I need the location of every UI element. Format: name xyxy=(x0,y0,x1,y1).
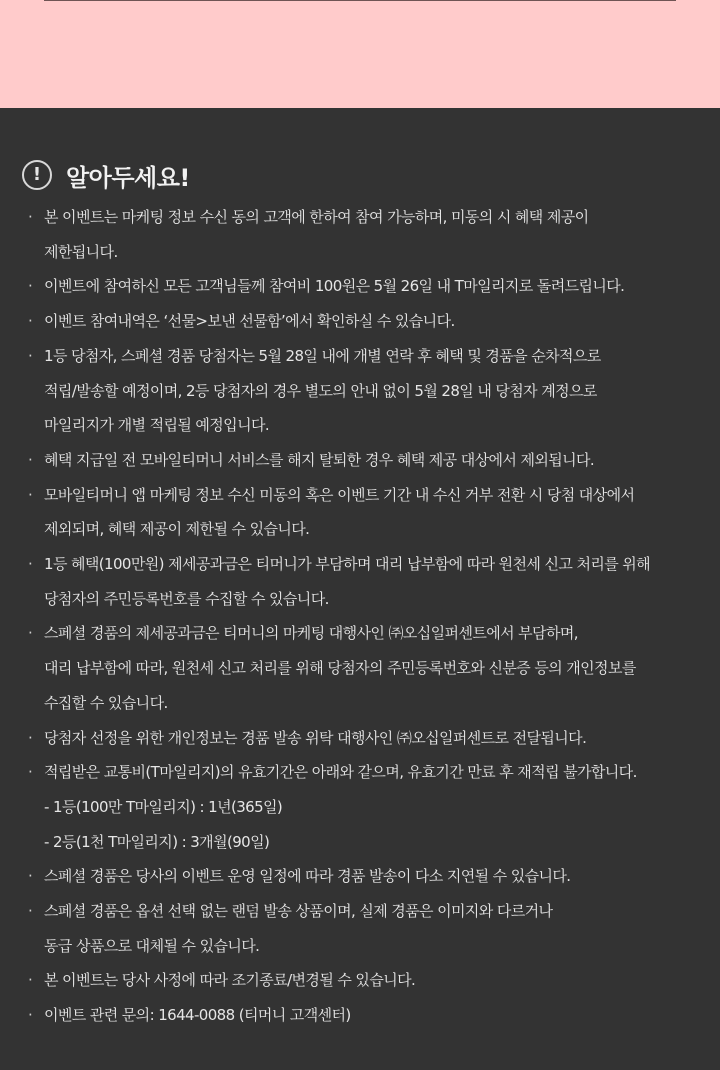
bullet-dot-icon: · xyxy=(28,450,33,469)
notice-item-text xyxy=(44,998,696,1033)
notice-line: 당첨자 선정을 위한 개인정보는 경품 발송 위탁 대행사인 ㈜오십일퍼센트로 전달됩니다. xyxy=(44,728,587,747)
notice-item-text xyxy=(44,859,696,894)
notice-item-text xyxy=(44,547,696,616)
bullet-dot-icon: · xyxy=(28,902,33,921)
notice-item xyxy=(28,963,696,998)
notice-line: 대리 납부함에 따라, 원천세 신고 처리를 위해 당첨자의 주민등록번호와 신분증 등의 개인정보를 xyxy=(44,659,636,678)
notice-line: 이벤트 관련 문의: 1644-0088 (티머니 고객센터) xyxy=(44,1006,351,1025)
notice-item xyxy=(28,998,696,1033)
exclamation-circle-icon: ! xyxy=(22,160,52,190)
bullet-dot-icon: · xyxy=(28,971,33,990)
notice-item-text xyxy=(44,616,696,720)
bullet-dot-icon: · xyxy=(28,277,33,296)
notice-section xyxy=(0,108,720,1070)
notice-line: 당첨자의 주민등록번호를 수집할 수 있습니다. xyxy=(44,589,329,608)
notice-line: 본 이벤트는 마케팅 정보 수신 동의 고객에 한하여 참여 가능하며, 미동의 시 혜택 제공이 xyxy=(44,208,589,226)
bullet-dot-icon: · xyxy=(28,624,33,643)
bullet-dot-icon: · xyxy=(28,346,33,365)
notice-item-text xyxy=(44,478,696,547)
notice-item-text xyxy=(44,304,696,339)
notice-line: 1등 혜택(100만원) 제세공과금은 티머니가 부담하며 대리 납부함에 따라 원천세 신고 처리를 위해 xyxy=(44,555,651,574)
notice-item xyxy=(28,443,696,478)
notice-item-text xyxy=(44,963,696,998)
notice-line: 스페셜 경품은 당사의 이벤트 운영 일정에 따라 경품 발송이 다소 지연될 수 있습니다. xyxy=(44,867,571,886)
notice-item-text xyxy=(44,894,696,963)
bullet-dot-icon: · xyxy=(28,728,33,747)
notice-line: 스페셜 경품은 옵션 선택 없는 랜덤 발송 상품이며, 실제 경품은 이미지와 다르거나 xyxy=(44,902,553,921)
bullet-dot-icon: · xyxy=(28,208,33,226)
notice-item xyxy=(28,616,696,720)
event-banner-bottom xyxy=(0,0,720,108)
notice-item-text xyxy=(44,200,696,269)
notice-line: 혜택 지급일 전 모바일티머니 서비스를 해지 탈퇴한 경우 혜택 제공 대상에서 제외됩니다. xyxy=(44,450,595,469)
notice-item xyxy=(28,269,696,304)
notice-line: 스페셜 경품의 제세공과금은 티머니의 마케팅 대행사인 ㈜오십일퍼센트에서 부담하며, xyxy=(44,624,578,643)
notice-line: 제외되며, 혜택 제공이 제한될 수 있습니다. xyxy=(44,520,310,539)
notice-item xyxy=(28,339,696,443)
notice-line: - 2등(1천 T마일리지) : 3개월(90일) xyxy=(44,832,270,851)
notice-line: 제한됩니다. xyxy=(44,242,118,261)
notice-item-text xyxy=(44,721,696,756)
notice-item xyxy=(28,304,696,339)
notice-item xyxy=(28,859,696,894)
notice-line: 본 이벤트는 당사 사정에 따라 조기종료/변경될 수 있습니다. xyxy=(44,971,416,990)
banner-bottom-edge xyxy=(44,0,676,1)
notice-line: 이벤트 참여내역은 ‘선물>보낸 선물함’에서 확인하실 수 있습니다. xyxy=(44,312,455,331)
notice-line: 적립받은 교통비(T마일리지)의 유효기간은 아래와 같으며, 유효기간 만료 후 재적립 불가합니다. xyxy=(44,763,637,782)
notice-header xyxy=(22,158,190,192)
notice-item-text xyxy=(44,339,696,443)
notice-line: 마일리지가 개별 적립될 예정입니다. xyxy=(44,416,270,435)
notice-item xyxy=(28,894,696,963)
notice-item xyxy=(28,200,696,269)
bullet-dot-icon: · xyxy=(28,312,33,331)
bullet-dot-icon: · xyxy=(28,555,33,574)
bullet-dot-icon: · xyxy=(28,1006,33,1025)
bullet-dot-icon: · xyxy=(28,485,33,504)
bullet-dot-icon: · xyxy=(28,763,33,782)
notice-list xyxy=(28,200,696,1033)
notice-item-text xyxy=(44,269,696,304)
notice-line: 동급 상품으로 대체될 수 있습니다. xyxy=(44,936,260,955)
notice-line: 이벤트에 참여하신 모든 고객님들께 참여비 100원은 5월 26일 내 T마일리지로 돌려드립니다. xyxy=(44,277,625,296)
notice-line: 적립/발송할 예정이며, 2등 당첨자의 경우 별도의 안내 없이 5월 28일 내 당첨자 계정으로 xyxy=(44,381,597,400)
notice-item xyxy=(28,478,696,547)
notice-title: 알아두세요! xyxy=(66,163,190,192)
notice-line: 수집할 수 있습니다. xyxy=(44,693,168,712)
notice-line: - 1등(100만 T마일리지) : 1년(365일) xyxy=(44,797,283,816)
notice-item-text xyxy=(44,755,696,859)
notice-line: 모바일티머니 앱 마케팅 정보 수신 미동의 혹은 이벤트 기간 내 수신 거부 전환 시 당첨 대상에서 xyxy=(44,485,635,504)
notice-item xyxy=(28,755,696,859)
notice-item-text xyxy=(44,443,696,478)
notice-item xyxy=(28,721,696,756)
bullet-dot-icon: · xyxy=(28,867,33,886)
notice-line: 1등 당첨자, 스페셜 경품 당첨자는 5월 28일 내에 개별 연락 후 혜택 및 경품을 순차적으로 xyxy=(44,346,601,365)
notice-item xyxy=(28,547,696,616)
